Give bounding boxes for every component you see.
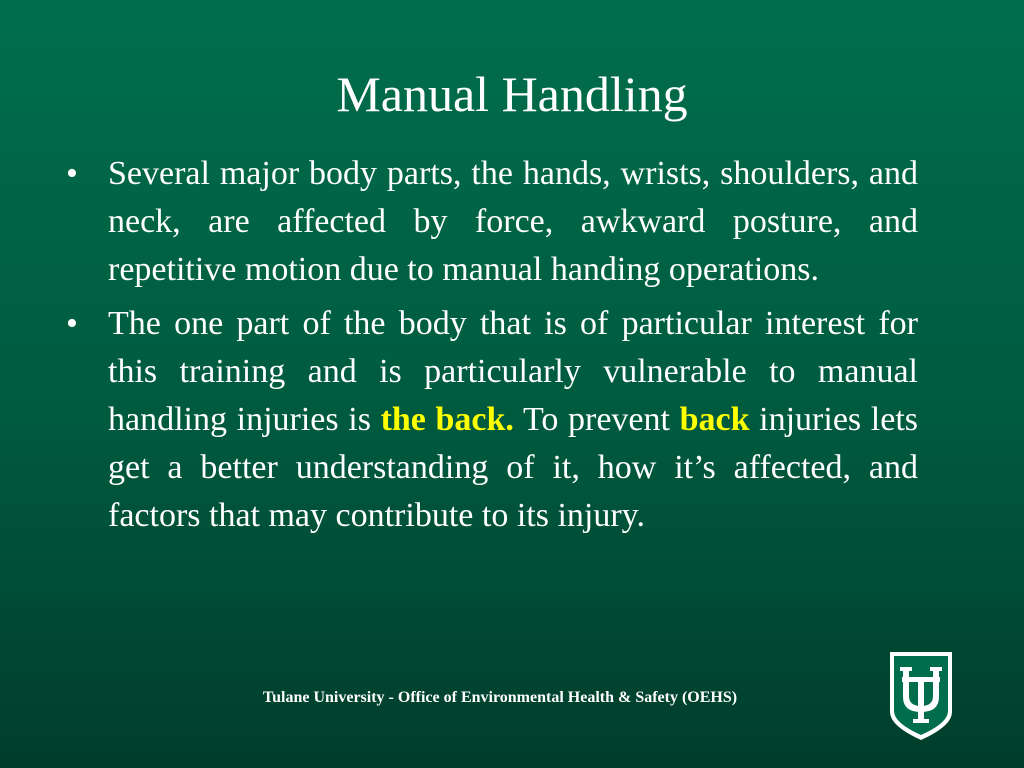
bullet-text-2-part1: The one part of the body that is of particular interest for this training and is particularly vulnerable to manual handling injuries is (108, 305, 918, 438)
bullet-item-2 (66, 300, 918, 540)
bullet-mark: • (66, 305, 78, 342)
bullet-item-1 (66, 150, 918, 294)
bullet-list (66, 150, 918, 546)
bullet-text-2-part3: injuries lets get a better understanding of it, how it’s affected, and factors that may contribute to its injury. (108, 401, 918, 534)
slide-title: Manual Handling (336, 66, 688, 122)
bullet-mark: • (66, 155, 78, 192)
bullet-text-1: Several major body parts, the hands, wrists, shoulders, and neck, are affected by force, awkward posture, and repetitive motion due to manual handing operations. (108, 155, 918, 288)
footer-text: Tulane University - Office of Environmental Health & Safety (OEHS) (262, 689, 738, 706)
bullet-text-2-part2: To prevent (513, 401, 680, 438)
highlight-back: back (679, 401, 750, 438)
highlight-the-back: the back. (380, 401, 514, 438)
tulane-shield-logo-icon (888, 650, 954, 742)
